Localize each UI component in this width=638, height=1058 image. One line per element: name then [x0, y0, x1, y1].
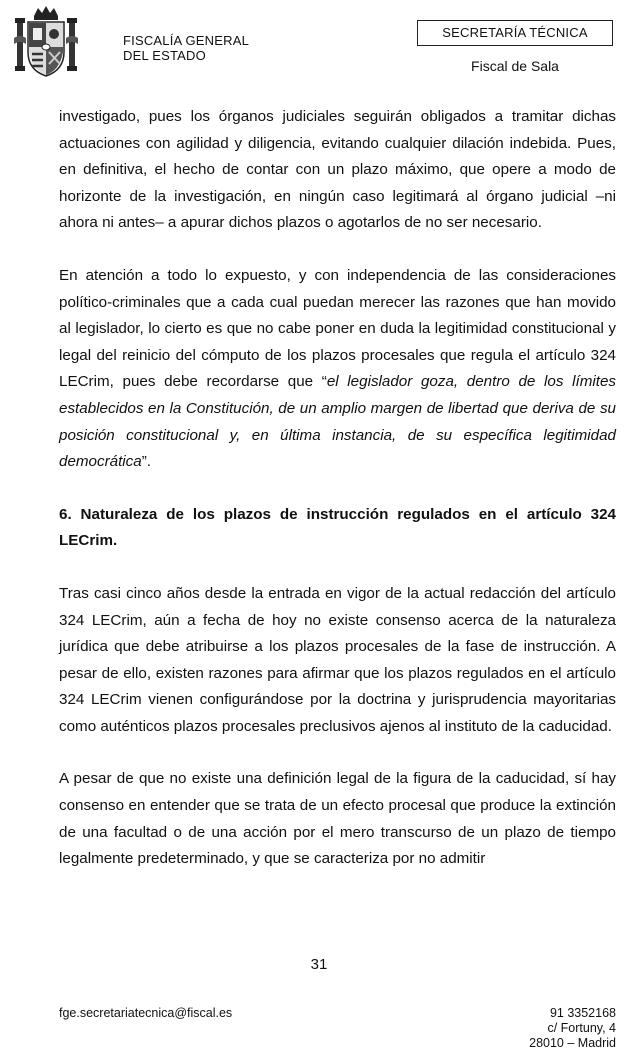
- section-subtitle: Fiscal de Sala: [471, 58, 559, 74]
- footer-address: c/ Fortuny, 4: [547, 1021, 616, 1035]
- paragraph-4: A pesar de que no existe una definición legal de la figura de la caducidad, sí hay consenso en entender que se trata de un efecto procesal que produce la extinción de una facultad o de una acción por el mero transcurso de un plazo de tiempo legalmente predeterminado, y que se caracteriza por no admitir: [59, 770, 616, 868]
- paragraph-3: Tras casi cinco años desde la entrada en vigor de la actual redacción del artículo 324 LECrim, aún a fecha de hoy no existe consenso acerca de la naturaleza jurídica que debe atribuirse a los plazos procesales de la fase de instrucción. A pesar de ello, existen razones para afirmar que los plazos regulados en el artículo 324 LECrim vienen configurándose por la doctrina y jurisprudencia mayoritarias como auténticos plazos procesales preclusivos ajenos al instituto de la caducidad.: [59, 584, 616, 735]
- footer-email[interactable]: fge.secretariatecnica@fiscal.es: [59, 1006, 233, 1020]
- document-body: [59, 104, 616, 873]
- organization-name: [123, 33, 249, 63]
- org-line-2: DEL ESTADO: [123, 48, 206, 63]
- paragraph-2: [59, 263, 616, 476]
- paragraph-1: investigado, pues los órganos judiciales seguirán obligados a tramitar dichas actuaciones con agilidad y diligencia, evitando cualquier dilación indebida. Pues, en definitiva, el hecho de contar con un plazo máximo, que opere a modo de horizonte de la investigación, en ningún caso legitimará al órgano judicial –ni ahora ni antes– a apurar dichos plazos o agotarlos de no ser necesario.: [59, 108, 616, 232]
- org-line-1: FISCALÍA GENERAL: [123, 33, 250, 48]
- coat-of-arms-of-spain-icon: [14, 4, 78, 80]
- footer-contact: [529, 1006, 616, 1051]
- page-number: 31: [310, 956, 328, 973]
- paragraph-2-quote: el legislador goza, dentro de los límites establecidos en la Constitución, de un amplio margen de libertad que deriva de su posición constitucional y, en última instancia, de su específica legitimidad democrática: [59, 373, 616, 471]
- paragraph-2-closing: ”.: [141, 453, 152, 471]
- footer-phone: 91 3352168: [549, 1006, 616, 1020]
- paragraph-2-text: En atención a todo lo expuesto, y con independencia de las consideraciones político-criminales que a cada cual puedan merecer las razones que han movido al legislador, lo cierto es que no cabe poner en duda la legitimidad constitucional y legal del reinicio del cómputo de los plazos procesales que regula el artículo 324 LECrim, pues debe recordarse que “: [59, 266, 616, 391]
- section-box: SECRETARÍA TÉCNICA: [417, 20, 613, 46]
- footer-city: 28010 – Madrid: [529, 1036, 616, 1050]
- section-heading: 6. Naturaleza de los plazos de instrucción regulados en el artículo 324 LECrim.: [59, 505, 616, 550]
